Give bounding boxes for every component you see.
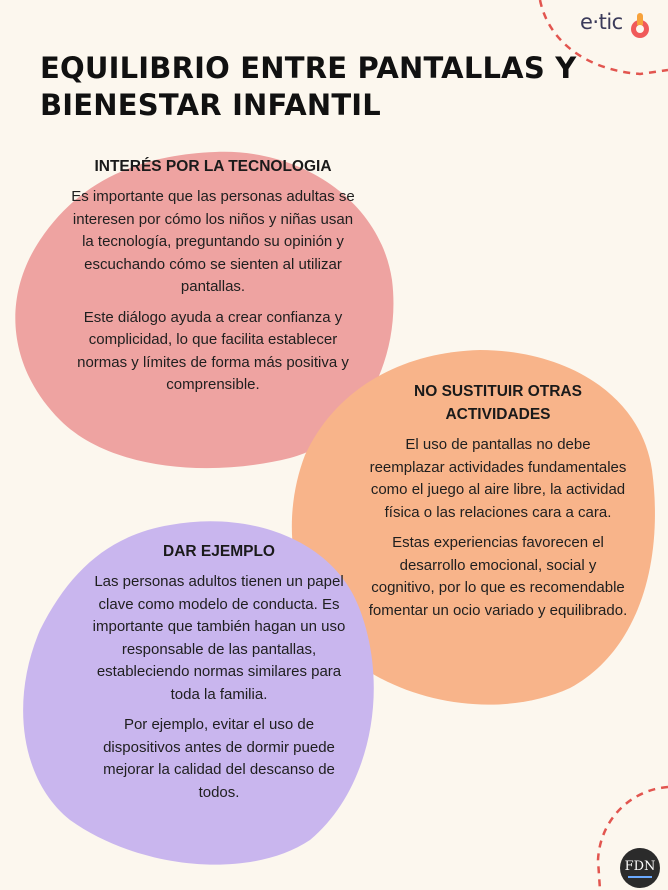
etic-logo bbox=[580, 10, 652, 40]
section-paragraph: Por ejemplo, evitar el uso de dispositivos antes de dormir puede mejorar la calidad del descanso de todos. bbox=[103, 716, 335, 801]
logo-text: e·tic bbox=[580, 10, 623, 34]
fdn-badge-text: FDN bbox=[624, 859, 656, 874]
page-title: EQUILIBRIO ENTRE PANTALLAS Y BIENESTAR INFANTIL bbox=[40, 51, 577, 122]
section-paragraph: Es importante que las personas adultas se interesen por cómo los niños y niñas usan la tecnología, preguntando su opinión y escuchando cómo se sienten al utilizar pantallas. bbox=[71, 188, 355, 295]
section-no-sustituir bbox=[368, 380, 628, 630]
section-heading: DAR EJEMPLO bbox=[163, 543, 275, 560]
section-paragraph: Estas experiencias favorecen el desarrollo emocional, social y cognitivo, por lo que es recomendable fomentar un ocio variado y equilibrado. bbox=[368, 534, 628, 619]
fdn-badge-underline bbox=[628, 876, 652, 878]
section-interes-tecnologia bbox=[70, 155, 356, 405]
fdn-badge bbox=[620, 848, 660, 888]
section-heading: INTERÉS POR LA TECNOLOGIA bbox=[94, 158, 332, 175]
section-paragraph: Las personas adultos tienen un papel clave como modelo de conducta. Es importante que también hagan un uso responsable de las pantallas, estableciendo normas similares para toda la familia. bbox=[92, 573, 346, 703]
section-paragraph: Este diálogo ayuda a crear confianza y complicidad, lo que facilita establecer normas y límites de forma más positiva y comprensible. bbox=[77, 308, 349, 393]
section-paragraph: El uso de pantallas no debe reemplazar actividades fundamentales como el juego al aire libre, la actividad física o las relaciones cara a cara. bbox=[369, 436, 627, 521]
section-dar-ejemplo bbox=[88, 540, 350, 812]
section-heading: NO SUSTITUIR OTRAS ACTIVIDADES bbox=[414, 383, 582, 423]
hand-icon bbox=[628, 10, 652, 40]
